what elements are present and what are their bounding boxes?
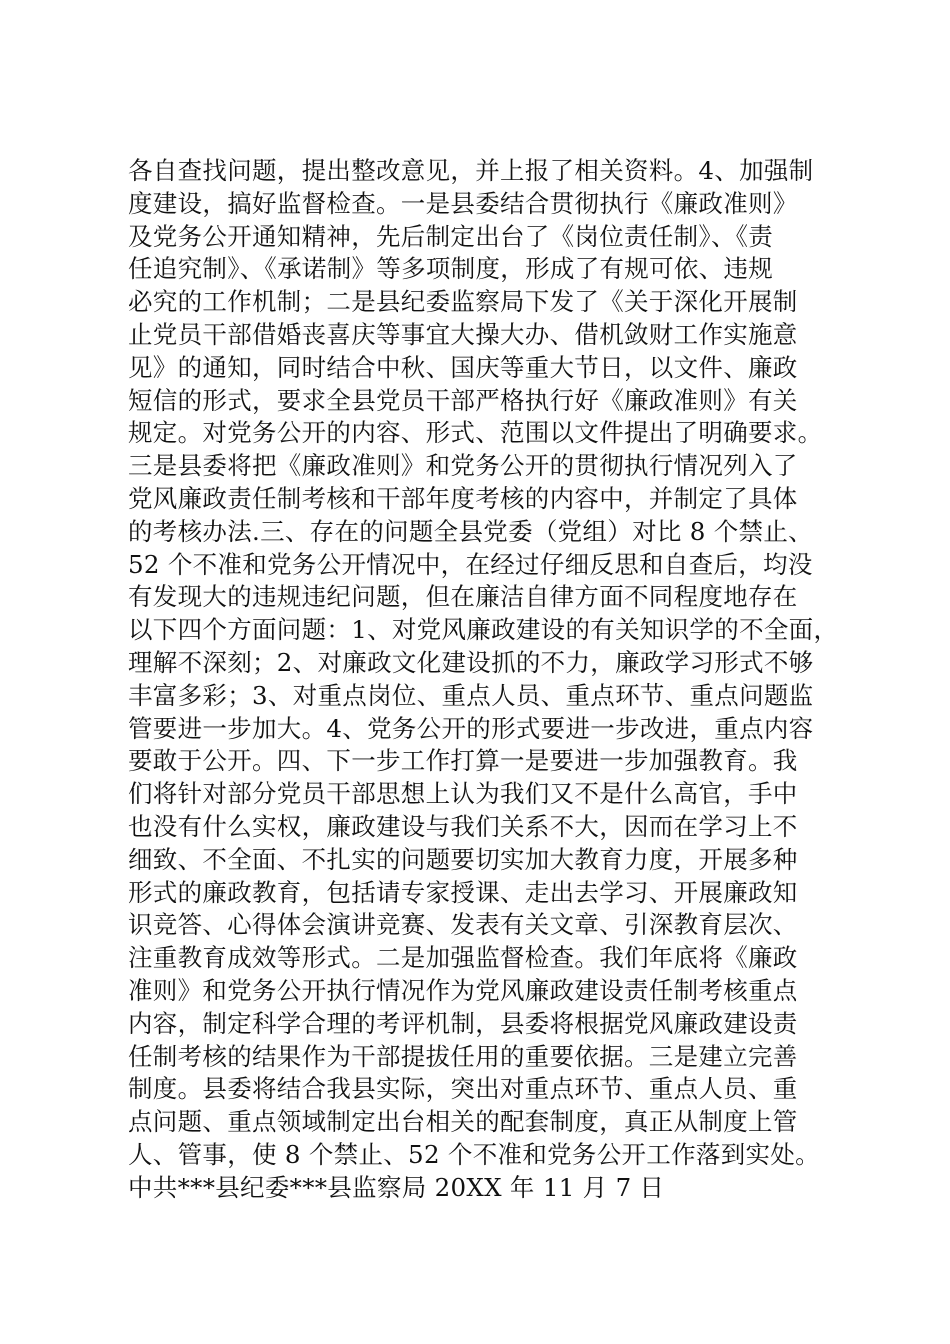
text-line: 人、管事，使 8 个禁止、52 个不准和党务公开工作落到实处。 [128, 1139, 820, 1169]
text-line: 丰富多彩；3、对重点岗位、重点人员、重点环节、重点问题监 [128, 680, 814, 710]
document-body [128, 155, 868, 1205]
text-line: 任制考核的结果作为干部提拔任用的重要依据。三是建立完善 [128, 1041, 798, 1071]
signature-line: 中共***县纪委***县监察局 20XX 年 11 月 7 日 [128, 1172, 665, 1202]
text-line: 点问题、重点领域制定出台相关的配套制度，真正从制度上管 [128, 1107, 798, 1137]
text-line: 要敢于公开。四、下一步工作打算一是要进一步加强教育。我 [128, 746, 798, 776]
text-line: 各自查找问题，提出整改意见，并上报了相关资料。4、加强制 [128, 156, 814, 185]
text-line: 也没有什么实权，廉政建设与我们关系不大，因而在学习上不 [128, 811, 798, 841]
text-line: 党风廉政责任制考核和干部年度考核的内容中，并制定了具体 [128, 483, 798, 513]
text-line: 52 个不准和党务公开情况中，在经过仔细反思和自查后，均没 [128, 549, 813, 579]
text-line: 度建设，搞好监督检查。一是县委结合贯彻执行《廉政准则》 [128, 188, 798, 218]
text-line: 以下四个方面问题：1、对党风廉政建设的有关知识学的不全面， [128, 615, 839, 645]
text-line: 有发现大的违规违纪问题，但在廉洁自律方面不同程度地存在 [128, 582, 798, 612]
text-line: 们将针对部分党员干部思想上认为我们又不是什么高官，手中 [128, 779, 798, 809]
text-line: 识竞答、心得体会演讲竞赛、发表有关文章、引深教育层次、 [128, 910, 798, 940]
text-line: 细致、不全面、不扎实的问题要切实加大教育力度，开展多种 [128, 844, 798, 874]
text-line: 短信的形式，要求全县党员干部严格执行好《廉政准则》有关 [128, 385, 798, 415]
text-line: 任追究制》、《承诺制》等多项制度，形成了有规可依、违规 [128, 254, 774, 284]
text-line: 及党务公开通知精神，先后制定出台了《岗位责任制》、《责 [128, 221, 774, 251]
text-line: 三是县委将把《廉政准则》和党务公开的贯彻执行情况列入了 [128, 451, 798, 481]
text-line: 见》的通知，同时结合中秋、国庆等重大节日，以文件、廉政 [128, 352, 798, 382]
text-line: 必究的工作机制；二是县纪委监察局下发了《关于深化开展制 [128, 287, 798, 317]
text-line: 的考核办法.三、存在的问题全县党委（党组）对比 8 个禁止、 [128, 516, 813, 546]
text-line: 内容，制定科学合理的考评机制，县委将根据党风廉政建设责 [128, 1008, 798, 1038]
text-line: 管要进一步加大。4、党务公开的形式要进一步改进，重点内容 [128, 713, 814, 743]
text-line: 准则》和党务公开执行情况作为党风廉政建设责任制考核重点 [128, 975, 798, 1005]
text-line: 形式的廉政教育，包括请专家授课、走出去学习、开展廉政知 [128, 877, 798, 907]
text-line: 注重教育成效等形式。二是加强监督检查。我们年底将《廉政 [128, 943, 798, 973]
text-line: 理解不深刻；2、对廉政文化建设抓的不力，廉政学习形式不够 [128, 647, 814, 677]
text-line: 止党员干部借婚丧喜庆等事宜大操大办、借机敛财工作实施意 [128, 319, 798, 349]
text-line: 规定。对党务公开的内容、形式、范围以文件提出了明确要求。 [128, 418, 823, 448]
text-line: 制度。县委将结合我县实际，突出对重点环节、重点人员、重 [128, 1074, 798, 1104]
